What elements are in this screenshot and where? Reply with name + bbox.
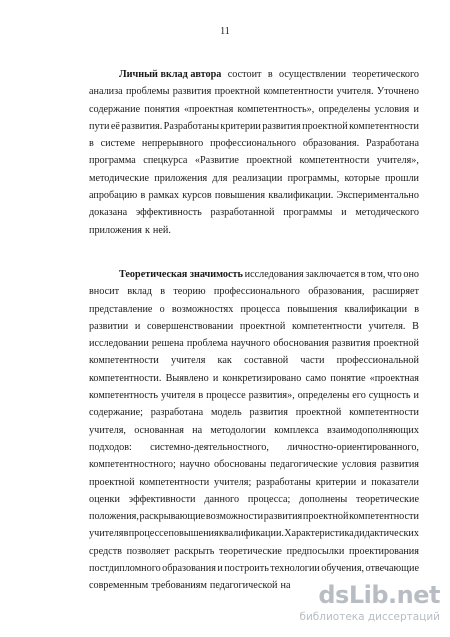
word: учителя», xyxy=(376,155,419,167)
word: осуществлении xyxy=(279,69,347,80)
word: программы xyxy=(283,207,333,219)
word: профессиональной xyxy=(336,355,419,367)
word: Характеристика xyxy=(284,528,354,540)
word: модель xyxy=(210,407,242,419)
word: и xyxy=(134,320,141,332)
word: исследовании xyxy=(89,338,149,350)
word: апробацию xyxy=(89,190,138,202)
word: системно-деятельностного, xyxy=(150,441,269,453)
word: научного xyxy=(230,338,271,350)
word: процессе xyxy=(206,390,246,402)
word: Разработаны xyxy=(163,120,220,132)
word: программы, xyxy=(287,172,340,184)
word: учителя xyxy=(161,390,196,402)
word: повышения xyxy=(287,303,338,315)
word: компетентности xyxy=(263,86,334,98)
word: ней. xyxy=(152,224,171,236)
word: понятия xyxy=(144,103,180,115)
word: в xyxy=(360,269,366,280)
word: обоснования xyxy=(273,338,329,350)
word: повышения xyxy=(214,190,266,202)
word: учителя, xyxy=(89,424,126,436)
word: решена xyxy=(151,338,184,350)
word: раскрывающие xyxy=(139,511,206,523)
word: проектной xyxy=(302,511,349,523)
word: В xyxy=(412,320,419,332)
word: определены xyxy=(318,103,371,115)
paragraph1-line xyxy=(89,152,419,169)
word: обоснованы xyxy=(214,459,267,471)
word: квалификации. xyxy=(268,190,334,202)
word: разработанной xyxy=(210,207,275,219)
paragraph2-line xyxy=(89,474,419,491)
paragraph1-line xyxy=(89,66,419,83)
word: вклад xyxy=(127,286,152,298)
paragraph1-line xyxy=(89,222,419,239)
word: компетентности xyxy=(349,407,419,419)
word: образования xyxy=(162,563,216,575)
word: компетентностного; xyxy=(89,459,176,471)
word: методологии xyxy=(210,424,266,436)
word: образования, xyxy=(308,286,365,298)
paragraph1-line xyxy=(89,101,419,118)
watermark-subtitle: библиотека диссертаций xyxy=(299,611,440,623)
word: определены xyxy=(297,390,350,402)
word: приложения xyxy=(89,224,142,236)
word: содержание; xyxy=(89,407,143,419)
word: развития xyxy=(380,459,419,471)
word: развития xyxy=(249,407,288,419)
word: «проектная xyxy=(183,103,234,115)
word: реализации xyxy=(232,172,283,184)
word: образования. xyxy=(302,138,360,150)
paragraph2-line xyxy=(89,404,419,421)
word: компетентности xyxy=(292,320,362,332)
word: Экспериментально xyxy=(336,190,419,202)
word: раскрыть xyxy=(174,545,215,557)
word: расширяет xyxy=(372,286,419,298)
word: отвечающие xyxy=(365,563,419,575)
word: составной xyxy=(243,355,289,367)
word: развития xyxy=(263,511,303,523)
word: приложения xyxy=(154,172,208,184)
paragraph2-line xyxy=(89,266,419,283)
word: показатели xyxy=(371,476,419,488)
paragraph-personal-contribution xyxy=(89,66,419,239)
word: развития», xyxy=(248,390,295,402)
paragraph1-line xyxy=(89,170,419,187)
word: теоретического xyxy=(352,69,419,80)
word: требованиям xyxy=(151,580,207,592)
word: Разработана xyxy=(365,138,419,150)
word: и xyxy=(341,207,347,219)
word: её xyxy=(110,120,120,132)
word: «Развитие xyxy=(194,155,239,167)
word: основанная xyxy=(134,424,184,436)
word: профессионального xyxy=(213,286,300,298)
word: учителя. xyxy=(368,320,406,332)
word: на xyxy=(280,580,291,592)
word: его xyxy=(352,390,366,402)
word: возможностях xyxy=(171,303,234,315)
word: проблемы xyxy=(125,86,170,98)
word: проектной xyxy=(302,120,348,132)
word: в xyxy=(89,138,94,150)
word: курсов xyxy=(182,190,212,202)
word: представление xyxy=(89,303,153,315)
watermark xyxy=(299,581,440,629)
word: развития. xyxy=(121,120,163,132)
paragraph-theoretical-significance xyxy=(89,266,419,595)
word: условия xyxy=(341,459,377,471)
word: состоит xyxy=(227,69,262,80)
paragraph2-line xyxy=(89,318,419,335)
word: теоретические xyxy=(219,545,282,557)
word: эффективность xyxy=(135,207,202,219)
word: Выявлено xyxy=(165,372,209,384)
word: позволяет xyxy=(126,545,170,557)
word: теорию xyxy=(173,286,206,298)
word: в xyxy=(140,190,146,202)
word: возможности xyxy=(205,511,264,523)
word: проектной xyxy=(295,407,342,419)
word: и xyxy=(413,103,419,115)
word: и xyxy=(212,372,219,384)
word: компетентности xyxy=(299,155,370,167)
word: методические xyxy=(89,172,150,184)
watermark-logo: dsLib.net xyxy=(318,581,440,609)
word: повышения xyxy=(168,528,219,540)
word: «проектная xyxy=(369,372,419,384)
paragraph2-line xyxy=(89,370,419,387)
paragraph1-line xyxy=(89,118,419,135)
word: как xyxy=(217,355,232,367)
paragraph1-line xyxy=(89,135,419,152)
word: дополнены xyxy=(299,493,348,505)
word: проектной xyxy=(246,155,292,167)
word: учителя xyxy=(89,528,124,540)
word: методического xyxy=(355,207,419,219)
paragraph1-line xyxy=(89,83,419,100)
word: взаимодополняющих xyxy=(326,424,419,436)
word: исследования xyxy=(244,269,304,280)
word: комплекса xyxy=(274,424,319,436)
word: в xyxy=(414,303,419,315)
word: о xyxy=(159,303,165,315)
word: проектной xyxy=(89,476,135,488)
paragraph2-line xyxy=(89,456,419,473)
paragraph2-line xyxy=(89,422,419,439)
word: предпосылки xyxy=(286,545,345,557)
word: положения, xyxy=(89,511,139,523)
word: само xyxy=(305,372,327,384)
word: обучения, xyxy=(321,563,365,575)
word: компетентность», xyxy=(237,103,315,115)
word: данного xyxy=(204,493,240,505)
word: квалификации xyxy=(344,303,408,315)
word: развития xyxy=(331,338,371,350)
word: в xyxy=(267,69,273,80)
word: педагогической xyxy=(209,580,278,592)
word: понятие xyxy=(330,372,366,384)
word: разработаны xyxy=(256,476,311,488)
paragraph2-line xyxy=(89,491,419,508)
word: рамках xyxy=(148,190,180,202)
word: на xyxy=(192,424,203,436)
word: Уточнено xyxy=(376,86,419,98)
word: процессе xyxy=(128,528,169,540)
paragraph1-line xyxy=(89,187,419,204)
page-number: 11 xyxy=(220,26,230,37)
word: прошли xyxy=(384,172,419,184)
word: системе xyxy=(100,138,136,150)
word: критерии xyxy=(315,476,357,488)
word: программа xyxy=(89,155,136,167)
word: пути xyxy=(89,120,110,132)
word: анализа xyxy=(89,86,123,98)
word: и xyxy=(217,563,223,575)
word: развития xyxy=(172,86,212,98)
word: личностно-ориентированного, xyxy=(287,441,419,453)
word: совершенствовании xyxy=(147,320,234,332)
word: спецкурса xyxy=(143,155,188,167)
word: эффективности xyxy=(128,493,196,505)
word: компетентности xyxy=(349,120,419,132)
paragraph2-line xyxy=(89,335,419,352)
paragraph1-line xyxy=(89,204,419,221)
word: сущность xyxy=(368,390,411,402)
paragraph2-line xyxy=(89,283,419,300)
paragraph2-line xyxy=(89,352,419,369)
word: учителя. xyxy=(336,86,374,98)
word: оценки xyxy=(89,493,120,505)
word: части xyxy=(300,355,325,367)
word: и xyxy=(413,390,419,402)
word: условия xyxy=(374,103,410,115)
word: к xyxy=(144,224,150,236)
word: дидактических xyxy=(354,528,419,540)
word: конкретизировано xyxy=(222,372,302,384)
word: проектной xyxy=(239,320,286,332)
paragraph2-line xyxy=(89,543,419,560)
word: проектной xyxy=(214,86,261,98)
word: компетентности xyxy=(349,511,419,523)
word: научно xyxy=(179,459,211,471)
paragraph2-line xyxy=(89,560,419,577)
word: критерии xyxy=(220,120,261,132)
word: профессионального xyxy=(210,138,297,150)
word: технологии xyxy=(270,563,320,575)
word: доказана xyxy=(89,207,128,219)
word: которые xyxy=(344,172,380,184)
word: компетентности xyxy=(89,355,159,367)
word: в xyxy=(198,390,204,402)
word: в xyxy=(123,528,129,540)
word: построить xyxy=(224,563,269,575)
word: развитии xyxy=(89,320,129,332)
word: содержание xyxy=(89,103,141,115)
word: разработана xyxy=(150,407,204,419)
word: развития xyxy=(262,120,301,132)
paragraph2-line xyxy=(89,387,419,404)
word: проектной xyxy=(373,338,419,350)
word: компетентности xyxy=(139,476,210,488)
word: непрерывного xyxy=(141,138,204,150)
paragraph2-line xyxy=(89,301,419,318)
word: том, xyxy=(367,269,386,280)
paragraph2-line xyxy=(89,508,419,525)
word: средств xyxy=(89,545,122,557)
word: для xyxy=(212,172,228,184)
word: процесса; xyxy=(247,493,291,505)
paragraph1-lead: Личный вклад автора xyxy=(119,69,222,80)
word: учителя; xyxy=(214,476,252,488)
word: квалификации. xyxy=(218,528,284,540)
word: заключается xyxy=(305,269,360,280)
word: учителя xyxy=(170,355,206,367)
word: проблема xyxy=(186,338,228,350)
paragraph2-line xyxy=(89,439,419,456)
word: теоретические xyxy=(356,493,419,505)
word: компетентности. xyxy=(89,372,162,384)
word: современным xyxy=(89,580,149,592)
word: оно xyxy=(403,269,419,280)
word: педагогические xyxy=(270,459,338,471)
word: процесса xyxy=(240,303,281,315)
word: вносит xyxy=(89,286,120,298)
paragraph2-line xyxy=(89,525,419,542)
word: подходов: xyxy=(89,441,132,453)
word: и xyxy=(361,476,367,488)
word: в xyxy=(160,286,166,298)
word: компетентность xyxy=(89,390,159,402)
word: постдипломного xyxy=(89,563,161,575)
paragraph2-lead: Теоретическая значимость xyxy=(119,269,243,280)
word: что xyxy=(387,269,402,280)
word: проектирования xyxy=(348,545,419,557)
